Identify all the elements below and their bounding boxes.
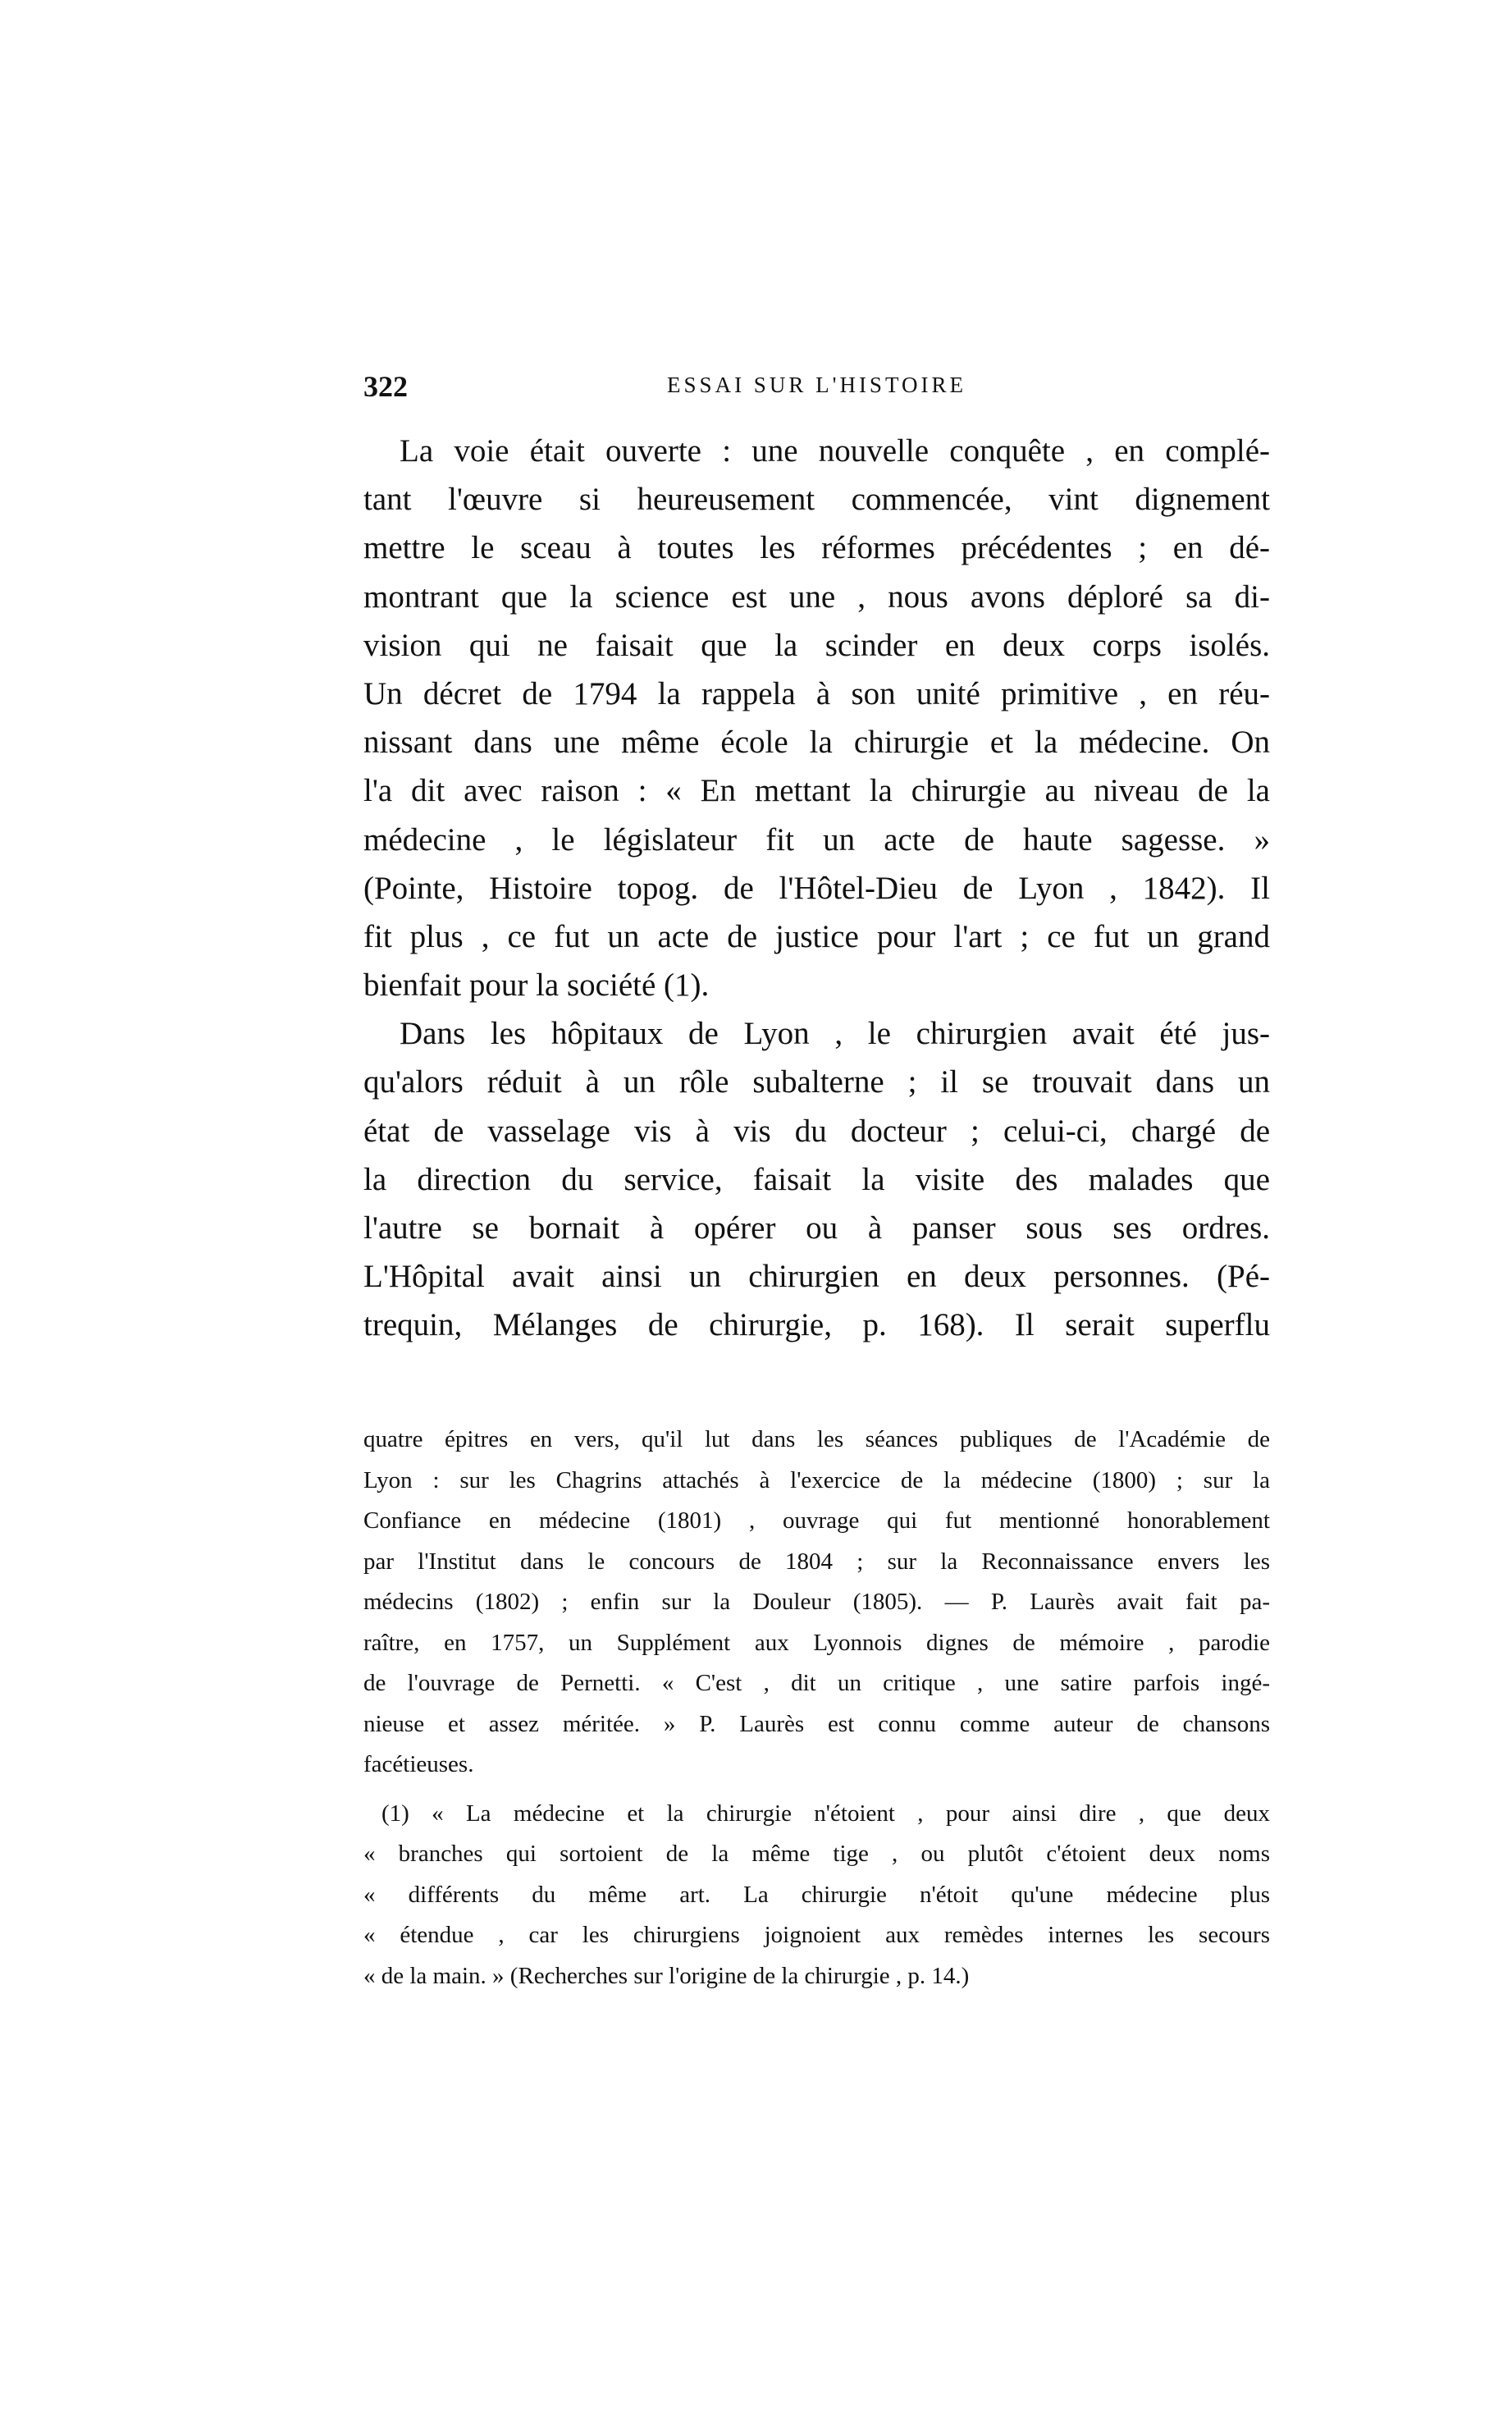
text-line: bienfait pour la société (1).: [363, 967, 710, 1004]
footnote-line: de l'ouvrage de Pernetti. « C'est , dit un critique , une satire parfois ingé-: [363, 1670, 1270, 1696]
text-line: tant l'œuvre si heureusement commencée, vint dignement: [363, 482, 1270, 518]
text-line: fit plus , ce fut un acte de justice pour l'art ; ce fut un grand: [363, 918, 1270, 954]
text-line: L'Hôpital avait ainsi un chirurgien en deux personnes. (Pé-: [363, 1259, 1270, 1295]
text-line: état de vasselage vis à vis du docteur ; celui-ci, chargé de: [363, 1113, 1270, 1149]
text-line: montrant que la science est une , nous avons déploré sa di-: [363, 579, 1270, 615]
text-line: mettre le sceau à toutes les réformes précédentes ; en dé-: [363, 530, 1270, 566]
text-line: médecine , le législateur fit un acte de haute sagesse. »: [363, 821, 1270, 858]
running-title: ESSAI SUR L'HISTOIRE: [667, 373, 966, 397]
text-line: Un décret de 1794 la rappela à son unité primitive , en réu-: [363, 675, 1270, 711]
text-line: nissant dans une même école la chirurgie et la médecine. On: [363, 725, 1270, 761]
footnote-line: médecins (1802) ; enfin sur la Douleur (1805). — P. Laurès avait fait pa-: [363, 1589, 1270, 1615]
footnote-line: Lyon : sur les Chagrins attachés à l'exercice de la médecine (1800) ; sur la: [363, 1466, 1270, 1493]
footnote-line: quatre épitres en vers, qu'il lut dans les séances publiques de l'Académie de: [363, 1426, 1270, 1452]
text-line: l'a dit avec raison : « En mettant la chirurgie au niveau de la: [363, 773, 1270, 809]
footnote-continued: [363, 1420, 1270, 1786]
paragraph-1: [363, 427, 1270, 1009]
footnote-1: [363, 1794, 1270, 1997]
main-text: [363, 427, 1270, 1350]
footnote-line: « différents du même art. La chirurgie n'étoit qu'une médecine plus: [363, 1881, 1270, 1908]
text-line: Dans les hôpitaux de Lyon , le chirurgien avait été jus-: [400, 1016, 1270, 1052]
text-line: vision qui ne faisait que la scinder en deux corps isolés.: [363, 627, 1270, 663]
footnotes: [363, 1420, 1270, 1996]
text-line-citation: (Pointe, Histoire topog. de l'Hôtel-Dieu de Lyon , 1842). Il: [363, 870, 1270, 906]
text-line: La voie était ouverte : une nouvelle conquête , en complé-: [400, 433, 1270, 469]
page-number: 322: [363, 370, 408, 403]
footnote-line: « de la main. » (Recherches sur l'origine de la chirurgie , p. 14.): [363, 1962, 970, 1989]
footnote-line: nieuse et assez méritée. » P. Laurès est connu comme auteur de chansons: [363, 1710, 1270, 1737]
footnote-line: facétieuses.: [363, 1751, 474, 1777]
footnote-line: « branches qui sortoient de la même tige , ou plutôt c'étoient deux noms: [363, 1841, 1270, 1867]
text-line: la direction du service, faisait la visite des malades que: [363, 1161, 1270, 1197]
footnote-line: Confiance en médecine (1801) , ouvrage qui fut mentionné honorablement: [363, 1507, 1270, 1534]
book-page: [363, 361, 1270, 1350]
paragraph-2: [363, 1009, 1270, 1349]
text-line: l'autre se bornait à opérer ou à panser sous ses ordres.: [363, 1210, 1270, 1246]
running-head: [363, 361, 1270, 402]
footnote-line: (1) « La médecine et la chirurgie n'étoient , pour ainsi dire , que deux: [381, 1800, 1270, 1827]
footnote-line: par l'Institut dans le concours de 1804 ; sur la Reconnaissance envers les: [363, 1548, 1270, 1575]
footnote-line: raître, en 1757, un Supplément aux Lyonnois dignes de mémoire , parodie: [363, 1629, 1270, 1656]
footnote-line: « étendue , car les chirurgiens joignoient aux remèdes internes les secours: [363, 1922, 1270, 1948]
text-line: qu'alors réduit à un rôle subalterne ; il se trouvait dans un: [363, 1064, 1270, 1100]
text-line-citation: trequin, Mélanges de chirurgie, p. 168). Il serait superflu: [363, 1307, 1270, 1343]
